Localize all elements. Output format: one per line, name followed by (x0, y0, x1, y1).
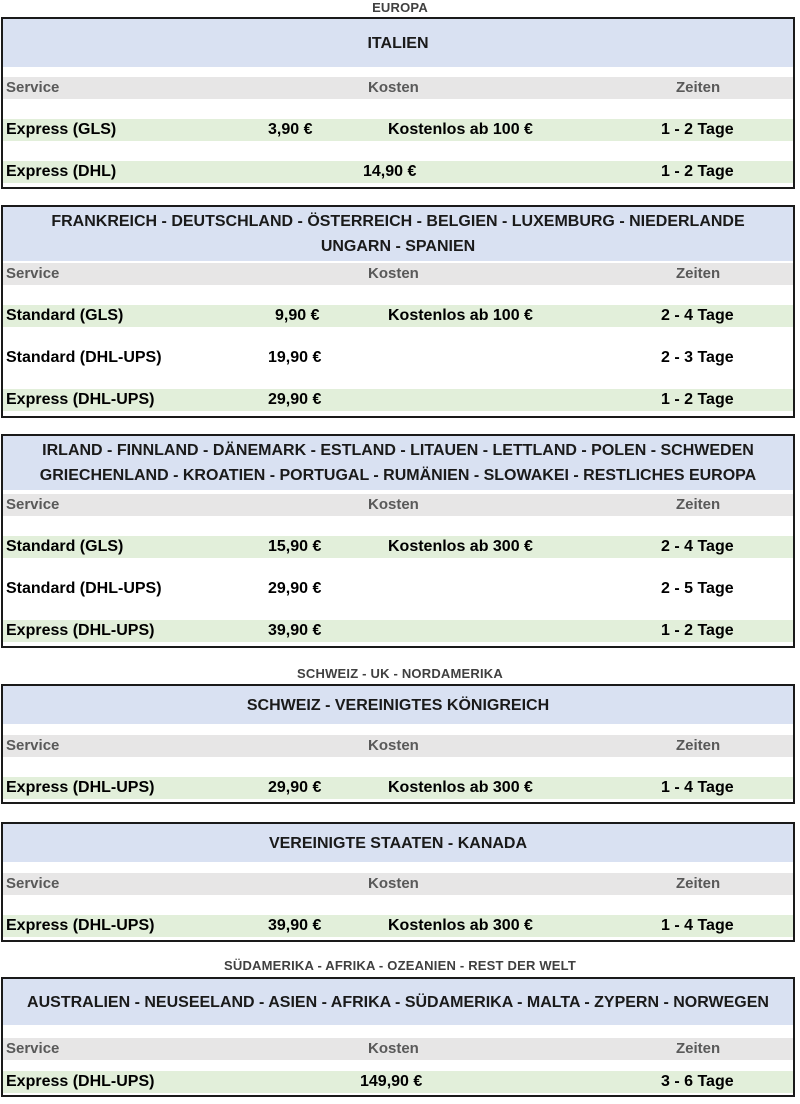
table-header (3, 1038, 793, 1060)
header-zeiten: Zeiten (676, 737, 721, 754)
row-service: Express (DHL-UPS) (6, 391, 155, 408)
section-label-rest-der-welt: SÜDAMERIKA - AFRIKA - OZEANIEN - REST DER WELT (224, 958, 576, 973)
header-service: Service (6, 875, 60, 892)
header-kosten: Kosten (368, 79, 419, 96)
table-title-line: ITALIEN (367, 34, 429, 52)
row-service: Express (DHL-UPS) (6, 622, 155, 639)
row-price: 14,90 € (363, 163, 417, 180)
row-price: 29,90 € (268, 580, 322, 597)
header-service: Service (6, 496, 60, 513)
row-free-shipping: Kostenlos ab 300 € (388, 917, 533, 934)
table-title (3, 979, 793, 1025)
row-service: Express (DHL) (6, 163, 117, 180)
table-title-line: VEREINIGTE STAATEN - KANADA (268, 834, 528, 852)
row-service: Standard (DHL-UPS) (6, 580, 162, 597)
table-title (3, 824, 793, 862)
header-kosten: Kosten (368, 265, 419, 282)
row-delivery-time: 2 - 4 Tage (661, 538, 734, 555)
row-price: 29,90 € (268, 391, 322, 408)
row-price: 19,90 € (268, 349, 322, 366)
row-free-shipping: Kostenlos ab 100 € (388, 307, 533, 324)
row-price: 3,90 € (268, 121, 313, 138)
section-label-europa: EUROPA (372, 0, 428, 15)
table-row (3, 915, 793, 937)
table-row (3, 536, 793, 558)
header-kosten: Kosten (368, 875, 419, 892)
header-service: Service (6, 79, 60, 96)
shipping-table-rest-europe (1, 434, 795, 648)
shipping-table-rest-der-welt (1, 977, 795, 1097)
section-label-schweiz-uk-nordamerika: SCHWEIZ - UK - NORDAMERIKA (297, 666, 503, 681)
row-delivery-time: 1 - 2 Tage (661, 163, 734, 180)
header-zeiten: Zeiten (676, 1040, 721, 1057)
table-row (3, 161, 793, 183)
row-price: 149,90 € (360, 1073, 423, 1090)
header-kosten: Kosten (368, 1040, 419, 1057)
row-delivery-time: 1 - 4 Tage (661, 917, 734, 934)
row-service: Express (DHL-UPS) (6, 917, 155, 934)
table-title (3, 19, 793, 67)
row-price: 29,90 € (268, 779, 322, 796)
table-title-line: IRLAND - FINNLAND - DÄNEMARK - ESTLAND - LITAUEN - LETTLAND - POLEN - SCHWEDEN (42, 442, 754, 459)
row-free-shipping: Kostenlos ab 100 € (388, 121, 533, 138)
row-service: Standard (DHL-UPS) (6, 349, 162, 366)
table-header (3, 494, 793, 516)
header-kosten: Kosten (368, 737, 419, 754)
row-service: Standard (GLS) (6, 307, 124, 324)
row-delivery-time: 1 - 2 Tage (661, 622, 734, 639)
header-zeiten: Zeiten (676, 496, 721, 513)
row-delivery-time: 2 - 5 Tage (661, 580, 734, 597)
table-title (3, 207, 793, 261)
header-zeiten: Zeiten (676, 79, 721, 96)
table-title-line: GRIECHENLAND - KROATIEN - PORTUGAL - RUMÄNIEN - SLOWAKEI - RESTLICHES EUROPA (39, 467, 757, 484)
header-service: Service (6, 737, 60, 754)
table-row (3, 578, 793, 600)
shipping-table-schweiz-uk (1, 684, 795, 804)
table-title (3, 436, 793, 490)
shipping-table-usa-kanada (1, 822, 795, 942)
row-service: Express (DHL-UPS) (6, 1073, 155, 1090)
shipping-table-west-europe (1, 205, 795, 418)
table-row (3, 119, 793, 141)
row-service: Express (GLS) (6, 121, 117, 138)
header-kosten: Kosten (368, 496, 419, 513)
row-free-shipping: Kostenlos ab 300 € (388, 779, 533, 796)
table-row (3, 305, 793, 327)
table-header (3, 735, 793, 757)
table-row (3, 1071, 793, 1093)
table-row (3, 620, 793, 642)
row-delivery-time: 2 - 4 Tage (661, 307, 734, 324)
table-row (3, 389, 793, 411)
row-delivery-time: 2 - 3 Tage (661, 349, 734, 366)
row-free-shipping: Kostenlos ab 300 € (388, 538, 533, 555)
table-title-line: AUSTRALIEN - NEUSEELAND - ASIEN - AFRIKA - SÜDAMERIKA - MALTA - ZYPERN - NORWEGEN (27, 993, 769, 1011)
row-delivery-time: 1 - 2 Tage (661, 391, 734, 408)
row-service: Standard (GLS) (6, 538, 124, 555)
row-delivery-time: 1 - 2 Tage (661, 121, 734, 138)
table-header (3, 263, 793, 285)
header-zeiten: Zeiten (676, 875, 721, 892)
header-service: Service (6, 265, 60, 282)
row-price: 9,90 € (275, 307, 320, 324)
table-title-line: SCHWEIZ - VEREINIGTES KÖNIGREICH (246, 696, 550, 714)
table-title-line: FRANKREICH - DEUTSCHLAND - ÖSTERREICH - BELGIEN - LUXEMBURG - NIEDERLANDE (51, 213, 745, 230)
row-price: 39,90 € (268, 622, 322, 639)
table-header (3, 77, 793, 99)
table-title (3, 686, 793, 724)
row-delivery-time: 3 - 6 Tage (661, 1073, 734, 1090)
row-price: 15,90 € (268, 538, 322, 555)
table-row (3, 777, 793, 799)
table-title-line: UNGARN - SPANIEN (320, 238, 476, 255)
header-zeiten: Zeiten (676, 265, 721, 282)
table-header (3, 873, 793, 895)
row-service: Express (DHL-UPS) (6, 779, 155, 796)
header-service: Service (6, 1040, 60, 1057)
table-row (3, 347, 793, 369)
row-price: 39,90 € (268, 917, 322, 934)
row-delivery-time: 1 - 4 Tage (661, 779, 734, 796)
shipping-table-italien (1, 17, 795, 189)
